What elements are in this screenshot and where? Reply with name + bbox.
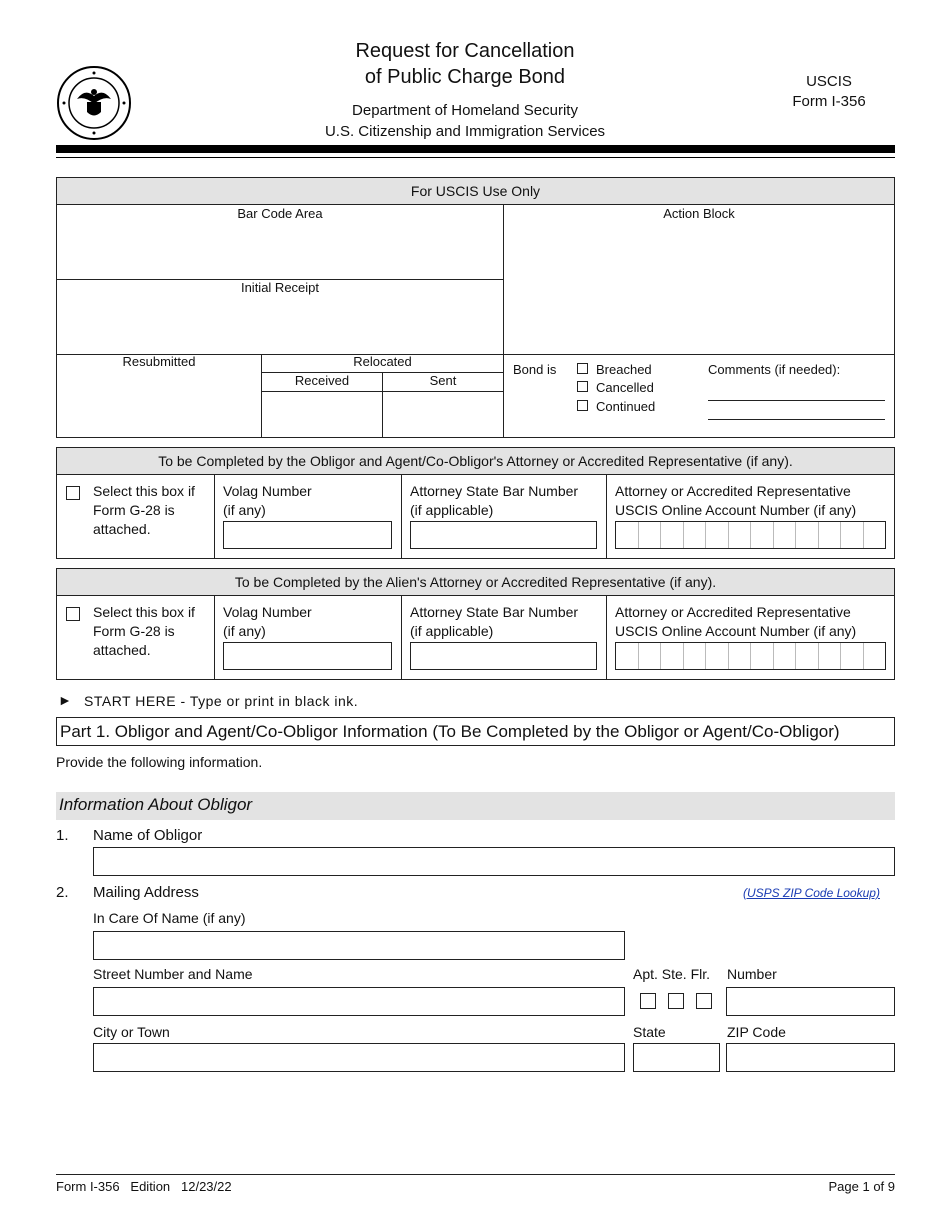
alien-g28-line-1: Select this box if [93,604,195,620]
received-label: Received [294,373,350,388]
dept-line-1: Department of Homeland Security [352,102,578,119]
uscis-divider [503,205,504,437]
obligor-g28-line-2: Form G-28 is [93,502,175,518]
action-block-label: Action Block [663,206,735,221]
obligor-volag-input[interactable] [223,521,392,549]
start-here-text: START HERE - Type or print in black ink. [84,693,359,709]
header-rule-thin [56,157,895,158]
state-label: State [633,1024,666,1040]
alien-g28-line-2: Form G-28 is [93,623,175,639]
number-label: Number [727,966,777,982]
obligor-attorney-heading: To be Completed by the Obligor and Agent/Co-Obligor's Attorney or Accredited Representative (if any). [57,448,894,475]
form-title [300,38,630,90]
alien-volag-line-1: Volag Number [223,604,312,620]
obligor-bar-input[interactable] [410,521,597,549]
received-sent-header-line [262,391,503,392]
resubmitted-label: Resubmitted [122,354,196,369]
obligor-acct-line-2: USCIS Online Account Number (if any) [615,502,857,518]
city-label: City or Town [93,1024,170,1040]
bond-is-label: Bond is [513,362,557,377]
bond-cancelled-label: Cancelled [596,380,654,395]
bond-continued-label: Continued [596,399,656,414]
part1-subtitle: (To Be Completed by the Obligor or Agent/Co-Obligor) [432,722,840,741]
bond-cancelled-checkbox[interactable] [577,381,588,392]
dhs-seal-icon [57,66,131,140]
title-line-2: of Public Charge Bond [364,66,566,88]
obligor-g28-line-1: Select this box if [93,483,195,499]
alien-g28-divider [214,596,215,679]
obligor-section-heading: Information About Obligor [56,792,895,820]
q2-number: 2. [56,884,69,901]
alien-g28-line-3: attached. [93,642,151,658]
obligor-g28-divider [214,475,215,558]
form-id [770,72,888,112]
apt-ste-flr-label: Apt. Ste. Flr. [633,966,711,982]
dept-line-2: U.S. Citizenship and Immigration Services [324,123,606,140]
relocated-label: Relocated [353,354,412,369]
uscis-use-heading: For USCIS Use Only [57,178,894,205]
sent-label: Sent [429,373,457,388]
obligor-volag-line-1: Volag Number [223,483,312,499]
alien-bar-line-1: Attorney State Bar Number [410,604,579,620]
alien-acct-line-2: USCIS Online Account Number (if any) [615,623,857,639]
footer-page-number: Page 1 of 9 [828,1179,895,1194]
apt-number-input[interactable] [726,987,895,1016]
start-here-arrow-icon: ► [58,692,72,708]
bar-code-area-label: Bar Code Area [237,206,323,221]
alien-acct-line-1: Attorney or Accredited Representative [615,604,851,620]
flr-checkbox[interactable] [696,993,712,1009]
q1-number: 1. [56,827,69,844]
bond-breached-label: Breached [596,362,652,377]
alien-attorney-heading: To be Completed by the Alien's Attorney or Accredited Representative (if any). [57,569,894,596]
zip-input[interactable] [726,1043,895,1072]
alien-acct-input[interactable] [615,642,886,670]
alien-bar-label [410,603,578,641]
obligor-acct-input[interactable] [615,521,886,549]
ste-checkbox[interactable] [668,993,684,1009]
zip-label: ZIP Code [727,1024,786,1040]
alien-g28-checkbox[interactable] [66,607,80,621]
obligor-acct-label [615,482,856,520]
alien-g28-label [93,603,195,660]
agency-label: USCIS [806,73,852,90]
obligor-volag-line-2: (if any) [223,502,266,518]
part1-heading [56,717,895,746]
title-line-1: Request for Cancellation [355,40,575,62]
obligor-bar-divider [606,475,607,558]
obligor-volag-divider [401,475,402,558]
state-input[interactable] [633,1043,720,1072]
obligor-g28-label [93,482,195,539]
alien-volag-input[interactable] [223,642,392,670]
care-of-input[interactable] [93,931,625,960]
obligor-acct-line-1: Attorney or Accredited Representative [615,483,851,499]
alien-volag-label [223,603,312,641]
part1-instruction: Provide the following information. [56,754,263,770]
part1-title: Part 1. Obligor and Agent/Co-Obligor Information [60,722,428,741]
alien-volag-line-2: (if any) [223,623,266,639]
footer-rule [56,1174,895,1175]
alien-acct-label [615,603,856,641]
alien-bar-divider [606,596,607,679]
obligor-g28-checkbox[interactable] [66,486,80,500]
street-label: Street Number and Name [93,966,253,982]
city-input[interactable] [93,1043,625,1072]
obligor-name-input[interactable] [93,847,895,876]
footer-form-edition: Form I-356 Edition 12/23/22 [56,1179,232,1194]
obligor-bar-label [410,482,578,520]
alien-bar-line-2: (if applicable) [410,623,494,639]
q2-label: Mailing Address [93,884,199,901]
usps-zip-lookup-link[interactable]: (USPS ZIP Code Lookup) [743,886,880,900]
dhs-seal [57,66,131,140]
header-rule-thick [56,145,895,153]
apt-checkbox[interactable] [640,993,656,1009]
bond-continued-checkbox[interactable] [577,400,588,411]
alien-volag-divider [401,596,402,679]
q1-label: Name of Obligor [93,827,203,844]
obligor-bar-line-2: (if applicable) [410,502,494,518]
bond-breached-checkbox[interactable] [577,363,588,374]
street-input[interactable] [93,987,625,1016]
obligor-volag-label [223,482,312,520]
department-name [300,100,630,142]
form-number: Form I-356 [792,93,866,110]
comments-line-1[interactable] [708,400,885,401]
comments-line-2[interactable] [708,419,885,420]
alien-bar-input[interactable] [410,642,597,670]
care-of-label: In Care Of Name (if any) [93,910,246,926]
initial-receipt-label: Initial Receipt [240,280,320,295]
comments-label: Comments (if needed): [708,362,841,377]
obligor-bar-line-1: Attorney State Bar Number [410,483,579,499]
obligor-g28-line-3: attached. [93,521,151,537]
